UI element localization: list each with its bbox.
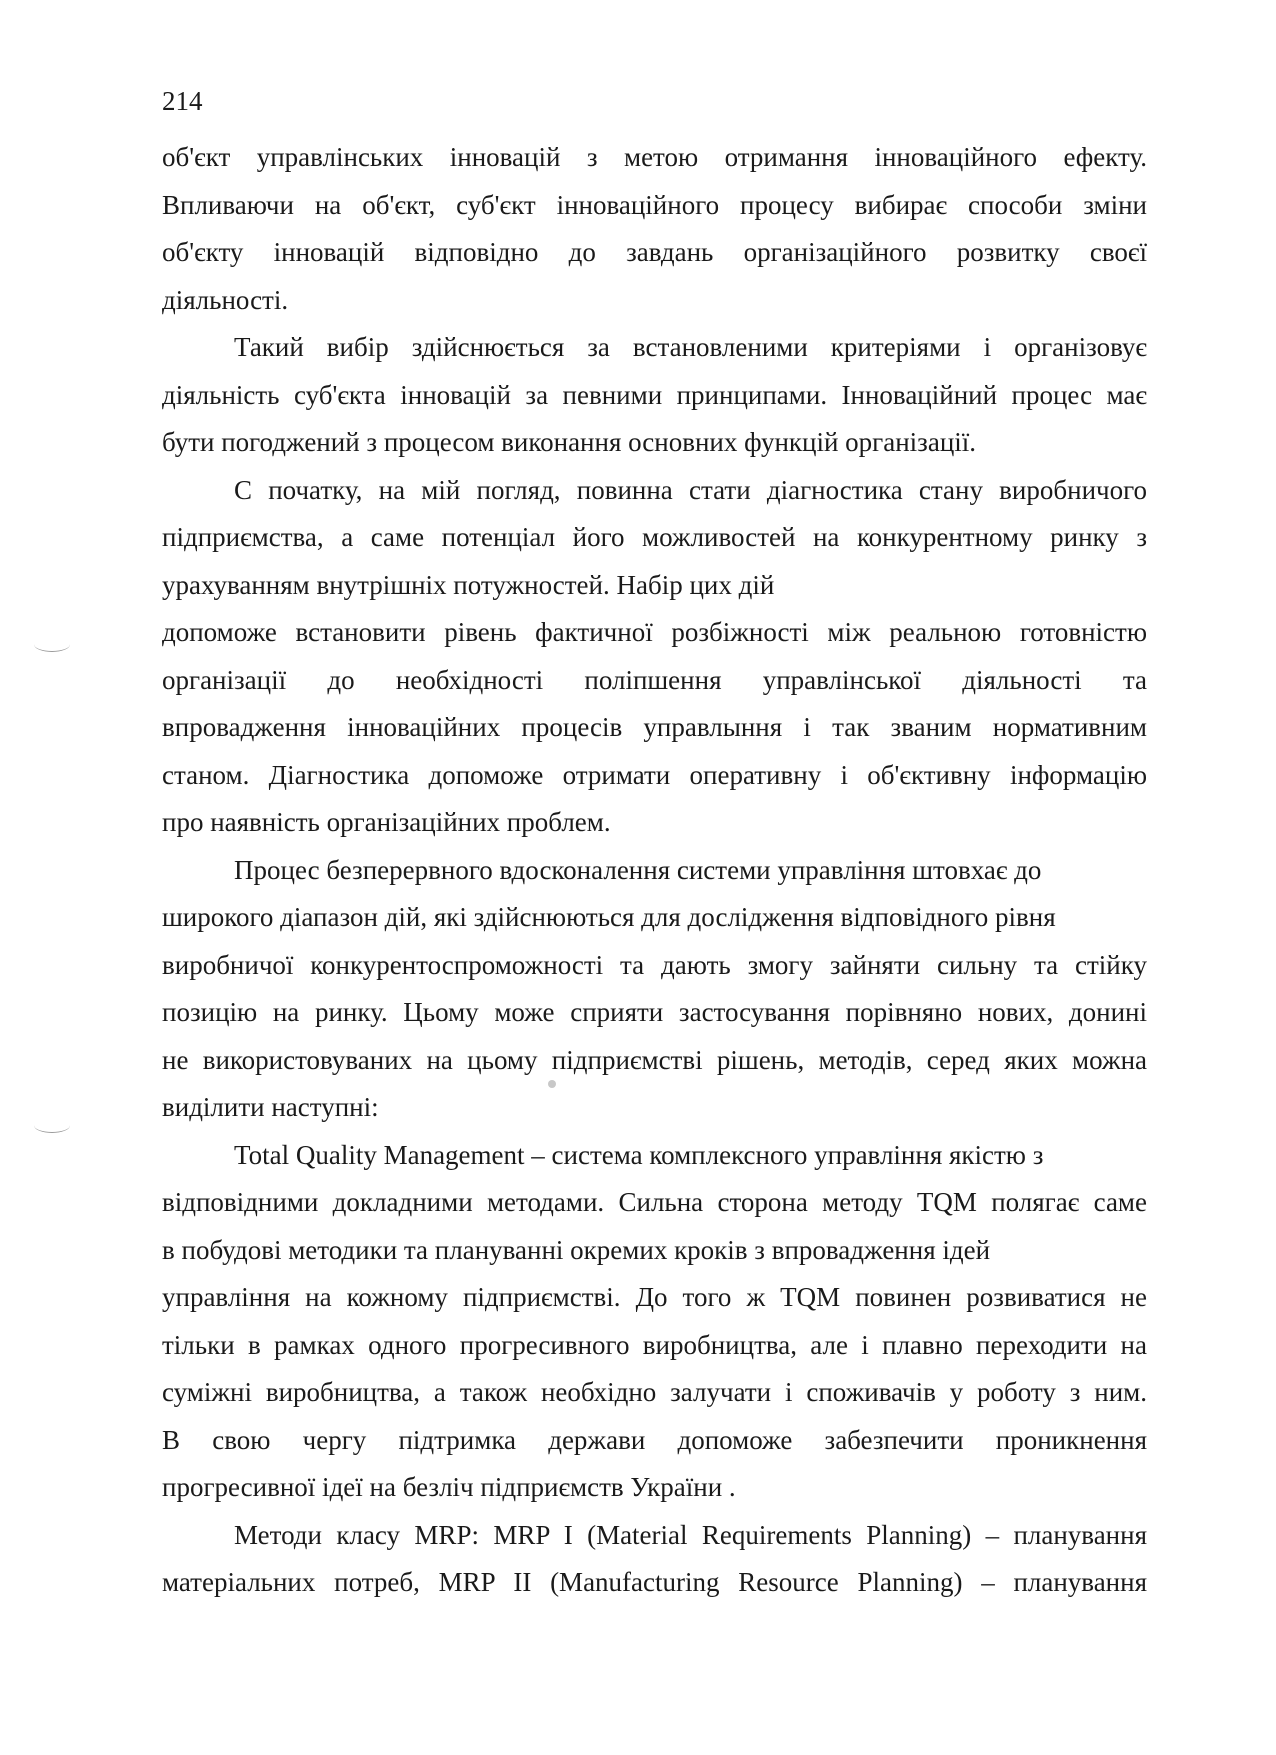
text-line-19: позицію на ринку. Цьому може сприяти застосування порівняно нових, донині [162,997,1147,1027]
scan-speck [548,1080,556,1088]
text-line-24: в побудові методики та плануванні окремих кроків з впровадження ідей [162,1234,991,1265]
text-line-28: В свою чергу підтримка держави допоможе забезпечити проникнення [162,1424,1147,1455]
binder-hole-mark [34,1118,70,1133]
text-line-17: широкого діапазон дій, які здійснюються для дослідження відповідного рівня [162,902,1056,932]
text-line-11: допоможе встановити рівень фактичної розбіжності між реальною готовністю [162,617,1147,647]
text-line-6: діяльність суб'єкта інновацій за певними принципами. Інноваційний процес має [162,379,1147,410]
text-line-22: Total Quality Management – система комплексного управління якістю з [234,1139,1044,1170]
text-line-10: урахуванням внутрішніх потужностей. Набір цих дій [162,569,775,600]
text-line-27: суміжні виробництва, а також необхідно залучати і споживачів у роботу з ним. [162,1377,1147,1407]
text-line-4: діяльності. [162,284,289,315]
text-line-21: виділити наступні: [162,1092,379,1122]
text-line-12: організації до необхідності поліпшення управлінської діяльності та [162,664,1147,695]
text-line-31: матеріальних потреб, MRP II (Manufacturing Resource Planning) – планування [162,1567,1147,1597]
text-line-5: Такий вибір здійснюється за встановленими критеріями і організовує [234,332,1147,362]
text-line-7: бути погоджений з процесом виконання основних функцій організації. [162,427,977,457]
text-line-16: Процес безперервного вдосконалення системи управління штовхає до [234,854,1042,885]
text-line-25: управління на кожному підприємстві. До того ж TQM повинен розвиватися не [162,1282,1147,1312]
text-line-30: Методи класу MRP: MRP I (Material Requirements Planning) – планування [234,1519,1147,1550]
text-line-26: тільки в рамках одного прогресивного виробництва, але і плавно переходити на [162,1329,1147,1360]
text-line-13: впровадження інноваційних процесів управлыння і так званим нормативним [162,712,1147,742]
body-text [162,134,1147,1607]
text-line-14: станом. Діагностика допоможе отримати оперативну і об'єктивну інформацію [162,759,1147,790]
text-line-23: відповідними докладними методами. Сильна сторона методу TQM полягає саме [162,1187,1147,1217]
text-line-3: об'єкту інновацій відповідно до завдань організаційного розвитку своєї [162,237,1147,267]
text-line-9: підприємства, а саме потенціал його можливостей на конкурентному ринку з [162,522,1147,552]
page-number: 214 [162,86,203,116]
text-line-29: прогресивної ідеї на безліч підприємств України . [162,1472,736,1502]
text-line-20: не використовуваних на цьому підприємстві рішень, методів, серед яких можна [162,1044,1147,1075]
text-line-1: об'єкт управлінських інновацій з метою отримання інноваційного ефекту. [162,142,1147,172]
binder-hole-mark [34,637,70,652]
text-line-2: Впливаючи на об'єкт, суб'єкт інноваційного процесу вибирає способи зміни [162,189,1147,220]
text-line-8: С початку, на мій погляд, повинна стати діагностика стану виробничого [234,474,1147,505]
text-line-15: про наявність організаційних проблем. [162,807,611,837]
text-line-18: виробничої конкурентоспроможності та дають змогу зайняти сильну та стійку [162,949,1147,980]
